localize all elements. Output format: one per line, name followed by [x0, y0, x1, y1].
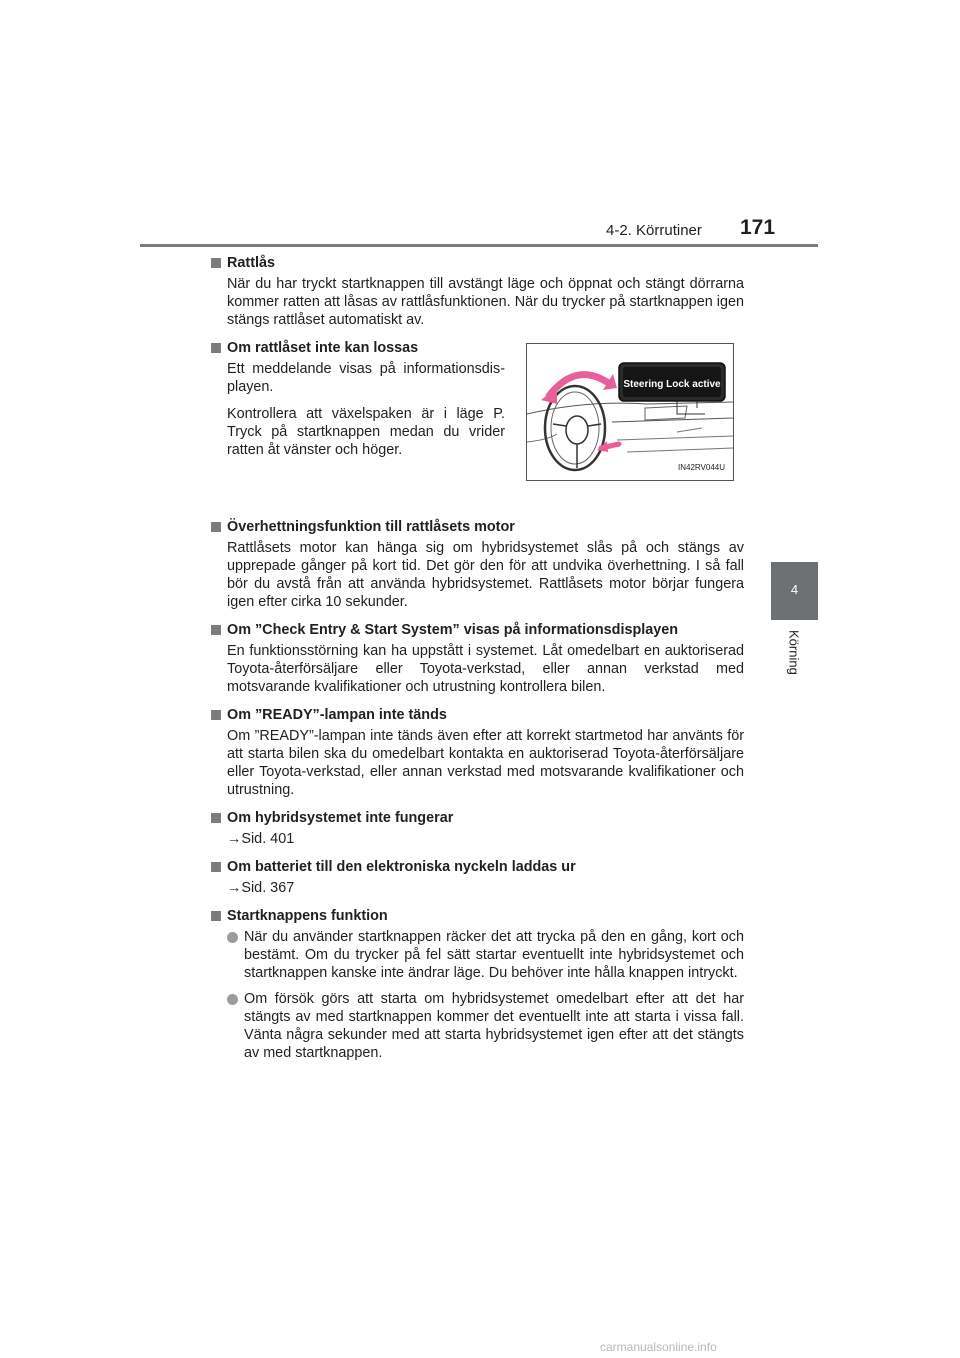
chapter-label: [780, 630, 808, 690]
steering-lock-illustration: [526, 343, 734, 481]
heading-overhettning: Överhettningsfunktion till rattlåsets motor: [210, 518, 744, 536]
paragraph-rattlas: När du har tryckt startknappen till avstängt läge och öppnat och stängt dörrarna kommer ratten att låsas av rattlåsfunktionen. När du trycker på startknappen igen stängs rattlåset automatiskt av.: [227, 276, 744, 328]
paragraph-message: Ett meddelande visas på informationsdis-playen.: [227, 361, 505, 395]
list-item: [227, 990, 744, 1062]
bullet-text: När du använder startknappen räcker det att trycka på den en gång, kort och bestämt. Om du trycker på fel sätt startar eventuellt inte hybridsystemet och startknappen kanske inte ändrar läge. Du behöver inte hålla knappen intryckt.: [244, 929, 744, 981]
heading-check-entry: Om ”Check Entry & Start System” visas på informationsdisplayen: [210, 621, 744, 639]
figure-code: IN42RV044U: [676, 459, 727, 477]
paragraph-overhettning: Rattlåsets motor kan hänga sig om hybridsystemet slås på och stängs av upprepade gånger på kort tid. Det gör den för att undvika överhettning. I så fall bör du avstå från att använda hybridsystemet. Rattlåsets motor börjar fungera igen efter cirka 10 sekunder.: [227, 540, 744, 610]
heading-ready: Om ”READY”-lampan inte tänds: [210, 706, 744, 724]
list-item: [227, 928, 744, 982]
paragraph-check-entry: En funktionsstörning kan ha uppstått i systemet. Låt omedelbart en auktoriserad Toyota-återförsäljare eller Toyota-verkstad, eller annan verkstad med motsvarande kvalifikationer och utrustning kontrollera bilen.: [227, 643, 744, 695]
chapter-number: 4: [790, 582, 799, 597]
heading-om-rattlaset: Om rattlåset inte kan lossas: [210, 339, 744, 357]
page-number: 171: [740, 216, 776, 239]
heading-startknapp: Startknappens funktion: [210, 907, 744, 925]
page-reference-batteri: →Sid. 367: [227, 880, 295, 896]
display-message: Steering Lock active: [623, 379, 721, 390]
heading-rattlas: Rattlås: [210, 254, 744, 272]
section-title: 4-2. Körrutiner: [606, 222, 702, 239]
split-text: [227, 360, 505, 468]
page-reference-hybrid: →Sid. 401: [227, 831, 295, 847]
watermark: carmanualsonline.info: [600, 1340, 717, 1354]
page-content: [210, 254, 744, 1070]
paragraph-ready: Om ”READY”-lampan inte tänds även efter att korrekt startmetod har använts för att starta bilen ska du omedelbart kontakta en auktoriserad Toyota-återförsäljare eller Toyota-verkstad, eller annan verkstad med motsvarande kvalifikationer och utrustning.: [227, 728, 744, 798]
chapter-tab: [771, 562, 818, 620]
bullet-text: Om försök görs att starta om hybridsystemet omedelbart efter att det har stängts av med startknappen kommer det eventuellt inte att starta i vissa fall. Vänta några sekunder med att starta hybridsystemet igen efter att det stängts av med startknappen.: [244, 991, 744, 1061]
chapter-label-text: Körning: [786, 630, 802, 675]
heading-batteri: Om batteriet till den elektroniska nyckeln laddas ur: [210, 858, 744, 876]
header-divider: [140, 244, 818, 247]
heading-hybrid: Om hybridsystemet inte fungerar: [210, 809, 744, 827]
bullet-icon: [227, 994, 238, 1005]
paragraph-instruction: Kontrollera att växelspaken är i läge P. Tryck på startknappen medan du vrider ratten åt vänster och höger.: [227, 406, 505, 458]
section-with-figure: [210, 360, 744, 508]
bullet-icon: [227, 932, 238, 943]
